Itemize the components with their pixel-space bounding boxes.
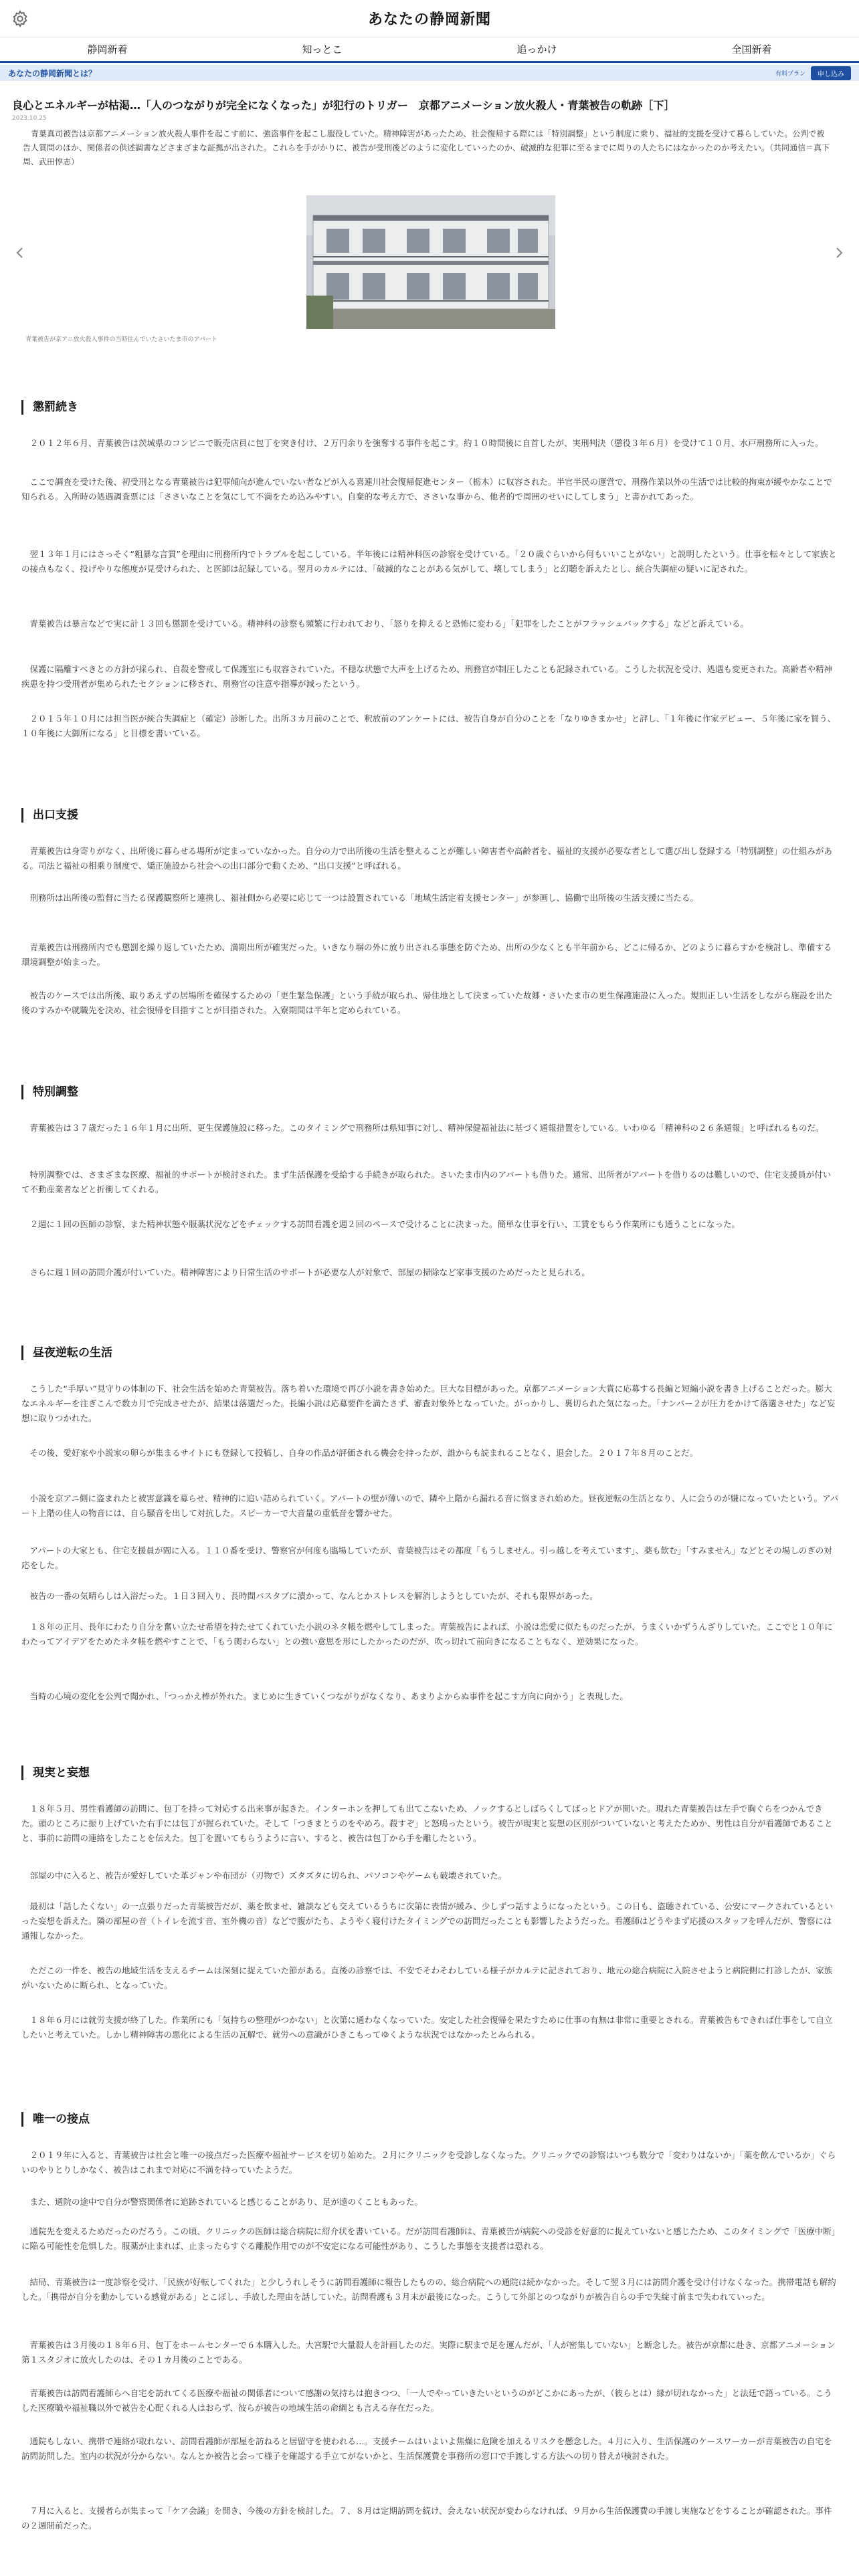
paragraph: その後、愛好家や小説家の卵らが集まるサイトにも登録して投稿し、自身の作品が評価される機会を持ったが、誰からも読まれることなく、退会した。２０１７年８月のことだ。 <box>21 1448 698 1458</box>
section-title: 唯一の接点 <box>21 2112 90 2127</box>
promo-banner[interactable] <box>0 65 859 81</box>
paid-plan-badge: 有料プラン <box>775 70 805 78</box>
paragraph: 青葉被告は３７歳だった１６年１月に出所、更生保護施設に移った。このタイミングで刑務所は県知事に対し、精神保健福祉法に基づく通報措置をしている。いわゆる「精神科の２６条通報」と呼ばれるものだ。 <box>21 1123 824 1133</box>
site-title[interactable]: あなたの静岡新聞 <box>367 11 491 28</box>
paragraph: 青葉被告は訪問看護師らへ自宅を訪れてくる医療や福祉の関係者について感謝の気持ちは抱きつつ、「一人でやっていきたいというのがどこかにあったが、（彼らとは）縁が切れなかった」と法廷で語っている。こうした医療職や福祉職以外で被告を心配くれる人はおらず、彼らが被告の地域生活の命綱とも言える存在だった。 <box>21 2388 832 2413</box>
paragraph: １８年６月には就労支援が終了した。作業所にも「気持ちの整理がつかない」と次第に通わなくなっていた。安定した社会復帰を果たすために仕事の有無は非常に重要とされる。青葉被告もできれば仕事をして自立したいと考えていた。しかし精神障害の悪化による生活の瓦解で、就労への意識がひきこもってゆくような状況ではなかったとみられる。 <box>21 2015 833 2040</box>
nav-tab-shizuoka-news[interactable]: 静岡新着 <box>87 43 128 56</box>
paragraph: 翌１３年１月にはさっそく“粗暴な言質”を理由に刑務所内でトラブルを起こしている。半年後には精神科医の診察を受けている。「２０歳ぐらいから何もいいことがない」と説明したという。仕事を転々として家族との接点もなく、投げやりな態度が見受けられた、と医師は記録している。翌月のカルテには、「破滅的なことがある気がして、壊してしまう」と幻聴を訴えたとし、統合失調症の疑いに記された。 <box>21 549 837 574</box>
paragraph: １８年５月、男性看護師の訪問に、包丁を持って対応する出来事が起きた。インターホンを押しても出てこないため、ノックするとしばらくしてばっとドアが開いた。現れた青葉被告は左手で胸ぐらをつかんできた。頭のところに振り上げていた右手には包丁が握られていた。そして「つきまとうのをやめろ。殺すぞ」と怒鳴ったという。被告が現実と妄想の区別がついていないと考えたためか、男性は自分が看護師であることと、事前に訪問の連絡をしたことを伝えた。包丁を置いてもらうように言い、すると、被告は包丁から手を離したという。 <box>21 1804 833 1843</box>
article-lead: 青葉真司被告は京都アニメーション放火殺人事件を起こす前に、強盗事件を起こし服役していた。精神障害があったため、社会復帰する際には「特別調整」という制度に乗り、福祉的支援を受けて暮らしていた。公判で被告人質問のほか、関係者の供述調書などさまざまな証拠が出された。これらを手がかりに、被告が受刑後どのように変化していったのか、破滅的な犯罪に至るまでに周りの人たちにはなかったのか考えたい。（共同通信＝真下周、武田惇志） <box>23 129 830 167</box>
paragraph: さらに週１回の訪問介護が付いていた。精神障害により日常生活のサポートが必要な人が対象で、部屋の掃除など家事支援のためだったと見られる。 <box>21 1267 590 1277</box>
paragraph: 青葉被告は刑務所内でも懲罰を繰り返していたため、満期出所が確実だった。いきなり塀の外に放り出される事態を防ぐため、出所の少なくとも半年前から、どこに帰るか、どのように暮らすかを検討し、準備する環境調整が始まった。 <box>21 942 832 967</box>
main-nav <box>0 37 859 63</box>
paragraph: 最初は「話したくない」の一点張りだった青葉被告だが、薬を飲ませ、雑談なども交えているうちに次第に表情が緩み、少しずつ話すようになったという。この日も、盗聴されている、公安にマークされているといった妄想を訴えた。隣の部屋の音（トイレを流す音、室外機の音）などで腹がたち、ようやく寝付けたタイミングでの訪問だったことも影響したようだった。看護師はどうやまず応援のスタッフを呼んだが、警察には通報しなかった。 <box>21 1901 833 1941</box>
paragraph: 青葉被告は３月後の１８年６月、包丁をホームセンターで６本購入した。大宮駅で大量殺人を計画したのだ。実際に駅まで足を運んだが、「人が密集していない」と断念した。被告が京都に赴き、京都アニメーション第１スタジオに放火したのは、その１カ月後のことである。 <box>21 2340 836 2365</box>
paragraph: ２０１５年１０月には担当医が統合失調症と（確定）診断した。出所３カ月前のことで、釈放前のアンケートには、被告自身が自分のことを「なりゆきまかせ」と評し、「１年後に作家デビュー、５年後に家を買う、１０年後に大御所になる」と目標を書いている。 <box>21 714 836 738</box>
paragraph: 通院先を変えるためだったのだろう。この頃、クリニックの医師は総合病院に紹介状を書いている。だが訪問看護師は、青葉被告が病院への受診を好意的に捉えていないと感じたため、このタイミングで「医療中断」に陥る可能性を危惧した。服薬が止まれば、止まったらすぐる離脱作用でのが不安定になる可能性があり、こうした事態を支援者は恐れる。 <box>21 2226 836 2251</box>
paragraph: ２０１９年に入ると、青葉被告は社会と唯一の接点だった医療や福祉サービスを切り始めた。２月にクリニックを受診しなくなった。クリニックでの診察はいつも数分で「変わりはないか」「薬を飲んでいるか」ぐらいのやりとりしかなく、被告はこれまで対応に不満を持っていたようだ。 <box>21 2150 836 2175</box>
section-title: 特別調整 <box>21 1085 78 1099</box>
paragraph: 当時の心境の変化を公判で聞かれ、「つっかえ棒が外れた。まじめに生きていくつながりがなくなり、あまりよからぬ事件を起こす方向に向かう」と表現した。 <box>21 1691 628 1701</box>
paragraph: 小説を京アニ側に盗まれたと被害意識を募らせ、精神的に追い詰められていく。アパートの壁が薄いので、隣や上階から漏れる音に悩まされ始めた。昼夜逆転の生活となり、人に会うのが嫌になっていたという。アパート上階の住人の物音には、自ら騒音を出して対抗した。スピーカーで大音量の重低音を響かせた。 <box>21 1493 839 1518</box>
top-bar <box>0 0 859 37</box>
section-title: 懲罰続き <box>21 400 78 415</box>
paragraph: 青葉被告は身寄りがなく、出所後に暮らせる場所が定まっていなかった。自分の力で出所後の生活を整えることが難しい障害者や高齢者を、福祉的支援が必要な者として選び出し登録する「特別調整」の仕組みがある。司法と福祉の相乗り制度で、矯正施設から社会への出口部分で動くため、“出口支援”と呼ばれる。 <box>21 846 832 871</box>
nav-tab-national-news[interactable]: 全国新着 <box>731 43 772 56</box>
gear-icon[interactable] <box>11 9 29 28</box>
nav-tab-okkake[interactable]: 追っかけ <box>516 43 557 56</box>
paragraph: 青葉被告は暴言などで実に計１３回も懲罰を受けている。精神科の診察も頻繁に行われており、「怒りを抑えると恐怖に変わる」「犯罪をしたことがフラッシュバックする」などと訴えている。 <box>21 619 749 629</box>
article-photo <box>306 195 555 329</box>
section-title: 出口支援 <box>21 808 78 823</box>
chevron-right-icon[interactable] <box>831 245 847 261</box>
paragraph: 保護に隔離すべきとの方針が採られ、自殺を警戒して保護室にも収容されていた。不穏な状態で大声を上げるため、刑務官が制圧したことも記録されている。こうした状況を受け、処遇も変更された。高齢者や精神疾患を持つ受刑者が集められたセクションに移され、刑務官の注意や指導が減ったという。 <box>21 664 833 689</box>
paragraph: 特別調整では、さまざまな医療、福祉的サポートが検討された。まず生活保護を受給する手続きが取られた。さいたま市内のアパートも借りた。通常、出所者がアパートを借りるのは難しいので、住宅支援員が付いて不動産業者などと折衝してくれる。 <box>21 1170 832 1194</box>
article-headline: 良心とエネルギーが枯渇…「人のつながりが完全になくなった」が犯行のトリガー 京都アニメーション放火殺人・青葉被告の軌跡［下］ <box>12 99 675 112</box>
paragraph: 刑務所は出所後の監督に当たる保護観察所と連携し、福祉側から必要に応じて一つは設置されている「地域生活定着支援センター」が参画し、協働で出所後の生活支援に当たる。 <box>21 893 699 903</box>
section-title: 昼夜逆転の生活 <box>21 1346 112 1360</box>
subscribe-button[interactable]: 申し込み <box>811 66 851 80</box>
paragraph: ただこの一件を、被告の地域生活を支えるチームは深刻に捉えていた節がある。直後の診察では、不安でそわそわしている様子がカルテに記されており、地元の総合病院に入院させようと病院側に打診したが、家族がいないために断られ、となっていた。 <box>21 1965 833 1990</box>
section-title: 現実と妄想 <box>21 1765 90 1780</box>
paragraph: 被告のケースでは出所後、取りあえずの居場所を確保するための「更生緊急保護」という手続が取られ、帰住地として決まっていた故郷・さいたま市の更生保護施設に入った。規則正しい生活をしながら施設を出た後のすみかや就職先を決め、社会復帰を目指すことが目指された。入寮期間は半年と定められている。 <box>21 990 833 1015</box>
paragraph: 結局、青葉被告は一度診察を受け、「民族が好転してくれた」と少しうれしそうに訪問看護師に報告したものの、総合病院への通院は続かなかった。そして翌３月には訪問介護を受け付けなくなった。携帯電話も解約した。「携帯が自分を動かしている感覚がある」とこぼし、手放した理由を話していた。訪問看護も３月末が最後になった。こうして外部とのつながりが被告自らの手で失綻寸前まで失われていった。 <box>21 2277 836 2302</box>
promo-question[interactable]: あなたの静岡新聞とは？ <box>8 68 97 78</box>
nav-tab-shittoko[interactable]: 知っとこ <box>302 43 343 56</box>
paragraph: アパートの大家とも、住宅支援員が間に入る。１１０番を受け、警察官が何度も臨場していたが、青葉被告はその都度「もうしません。引っ越しを考えています」、薬も飲む」「すみません」などとその場しのぎの対応をした。 <box>21 1545 832 1570</box>
paragraph: 部屋の中に入ると、被告が愛好していた革ジャンや布団が（刃物で）ズタズタに切られ、パソコンやゲームも破壊されていた。 <box>21 1870 507 1881</box>
chevron-left-icon[interactable] <box>12 245 28 261</box>
photo-caption: 青葉被告が京アニ放火殺人事件の当時住んでいたさいたま市のアパート <box>25 336 217 343</box>
paragraph: 被告の一番の気晴らしは入浴だった。１日３回入り、長時間バスタブに漬かって、なんとかストレスを解消しようとしていたが、それも限界があった。 <box>21 1591 598 1601</box>
article-date: 2023.10.25 <box>12 115 47 122</box>
paragraph: ２０１２年６月、青葉被告は茨城県のコンビニで販売店員に包丁を突き付け、２万円余りを強奪する事件を起こす。約１０時間後に自首したが、実刑判決（懲役３年６月）を受けて１０月、水戸刑務所に入った。 <box>21 438 824 448</box>
paragraph: 通院もしない、携帯で連絡が取れない、訪問看護師が部屋を訪ねると居留守を使われる…。支援チームはいよいよ焦燥に危険を加えるリスクを懸念した。４月に入り、生活保護のケースワーカーが青葉被告の自宅を訪問訪問した。室内の状況が分からない。なんとか被告と会って様子を確認する手立てがないかと、生活保護費を事務所の窓口で手渡しする方法への切り替えが検討された。 <box>21 2436 832 2461</box>
paragraph: ここで調査を受けた後、初受刑となる青葉被告は犯罪傾向が進んでいない者などが入る喜連川社会復帰促進センター（栃木）に収容された。半官半民の運営で、刑務作業以外の生活では比較的拘束が緩やかなことで知られる。入所時の処遇調査票には「ささいなことを気にして不満をため込みやすい。自棄的な考え方で、ささいな事から、他者的で周囲のせいにしてしまう」と書かれてあった。 <box>21 477 832 502</box>
paragraph: ７月に入ると、支援者らが集まって「ケア会議」を開き、今後の方針を検討した。７、８月は定期訪問を続け、会えない状況が変わらなければ、９月から生活保護費の手渡し実施などをすることが確認された。事件の２週間前だった。 <box>21 2506 832 2531</box>
paragraph: また、通院の途中で自分が警察関係者に追跡されていると感じることがあり、足が遠のくこともあった。 <box>21 2197 423 2207</box>
paragraph: こうした“手厚い”見守りの体制の下、社会生活を始めた青葉被告。落ち着いた環境で再び小説を書き始めた。巨大な目標があった。京都アニメーション大賞に応募する長編と短編小説を書き上げることだった。膨大なエネルギーを注ぎこんで数カ月で完成させたが、結果は落選だった。長編小説は応募要件を満たさず、審査対象外となっていた。がっかりし、裏切られた気になった。「ナンバー２が圧力をかけて落選させた」など妄想に取りつかれた。 <box>21 1384 836 1423</box>
paragraph: ２週に１回の医師の診察、また精神状態や服薬状況などをチェックする訪問看護を週２回のペースで受けることに決まった。簡単な仕事を行い、工賃をもらう作業所にも通うことになった。 <box>21 1219 741 1229</box>
paragraph: １８年の正月、長年にわたり自分を奮い立たせ希望を持たせてくれていた小説のネタ帳を燃やしてしまった。青葉被告によれば、小説は恋愛に似たものだったが、うまくいかずうんざりしていた。ここでと１０年にわたってアイデアをためたネタ帳を燃やすことで、「もう関わらない」との強い意思を形にしたかったのだが、吹っ切れて前向きになることもなく、逆効果になった。 <box>21 1622 833 1646</box>
